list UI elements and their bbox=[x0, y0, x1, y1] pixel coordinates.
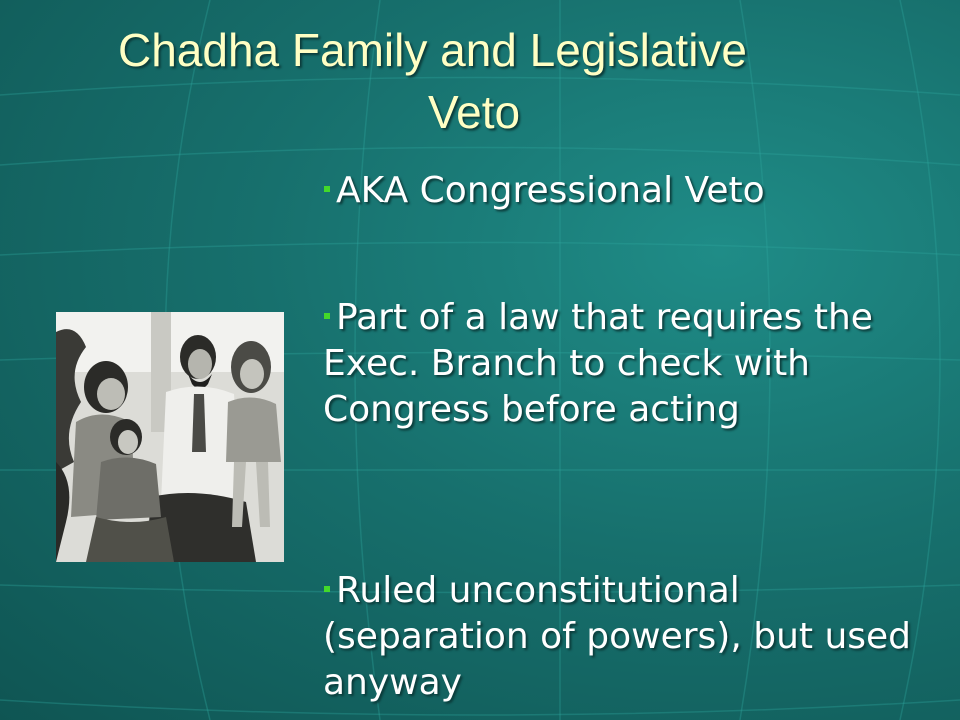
slide-title-line-1: Chadha Family and Legislative bbox=[118, 24, 748, 76]
bullet-marker-icon bbox=[324, 586, 330, 592]
family-photo bbox=[56, 312, 284, 562]
bullet-marker-icon bbox=[324, 313, 330, 319]
bullet-text: Ruled unconstitutional (separation of powers), but used anyway bbox=[323, 570, 912, 703]
bullet-item bbox=[323, 568, 923, 706]
bullet-text: AKA Congressional Veto bbox=[336, 170, 765, 211]
bullet-item bbox=[323, 168, 923, 214]
slide-title-line-2: Veto bbox=[428, 86, 521, 138]
bullet-text: Part of a law that requires the Exec. Branch to check with Congress before acting bbox=[323, 297, 873, 430]
bullet-item bbox=[323, 295, 923, 433]
bullet-marker-icon bbox=[324, 186, 330, 192]
